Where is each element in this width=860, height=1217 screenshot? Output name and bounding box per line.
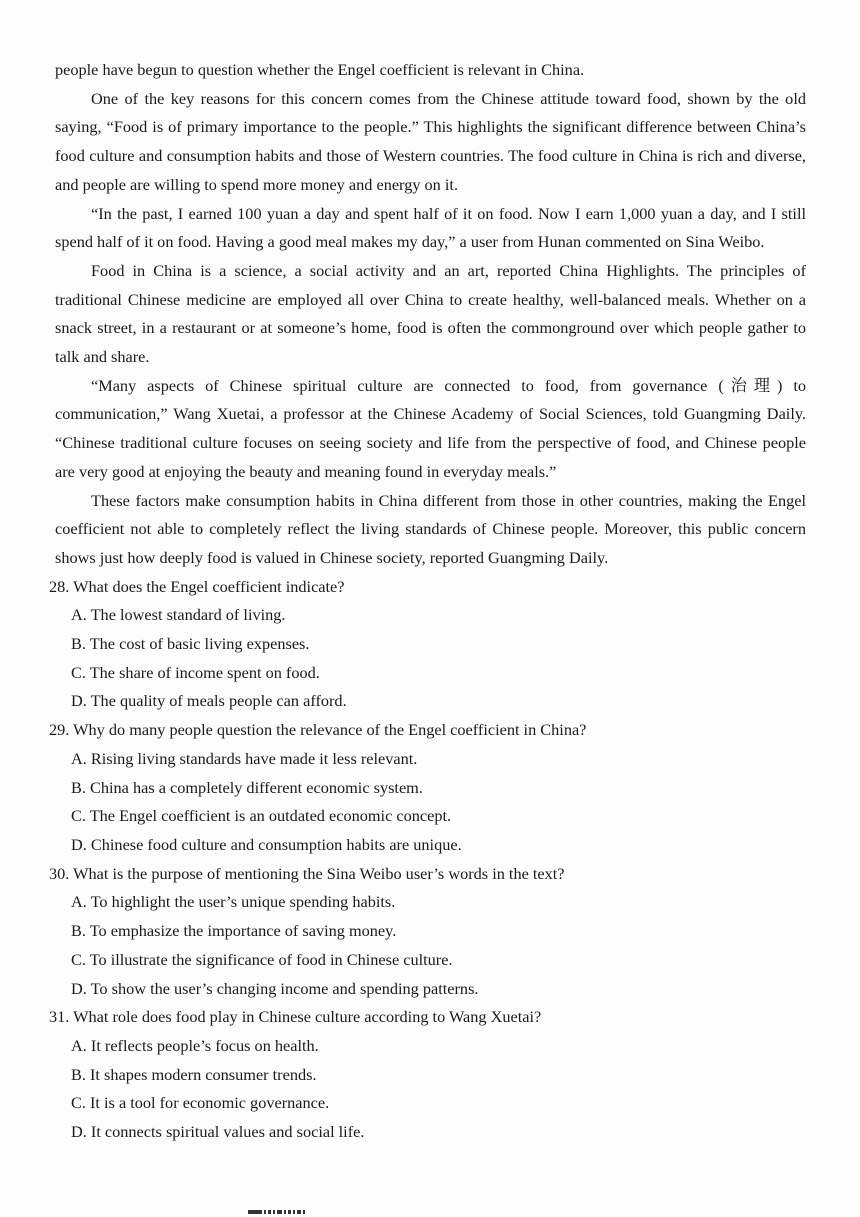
- answer-options: [55, 601, 806, 716]
- passage-paragraph: One of the key reasons for this concern comes from the Chinese attitude toward food, shown by the old saying, “Food is of primary importance to the people.” This highlights the significant difference between China’s food culture and consumption habits and those of Western countries. The food culture in China is rich and diverse, and people are willing to spend more money and energy on it.: [55, 88, 806, 194]
- passage-paragraph: These factors make consumption habits in China different from those in other countries, making the Engel coefficient not able to completely reflect the living standards of Chinese people. Moreover, this public concern shows just how deeply food is valued in Chinese society, reported Guangming Daily.: [55, 490, 806, 567]
- answer-options: [55, 745, 806, 860]
- question-stem: 28. What does the Engel coefficient indicate?: [49, 576, 345, 596]
- answer-option: C. To illustrate the significance of food in Chinese culture.: [71, 949, 453, 969]
- answer-option: C. It is a tool for economic governance.: [71, 1093, 330, 1113]
- answer-option: D. To show the user’s changing income and spending patterns.: [71, 978, 479, 998]
- barcode-mark: [248, 1208, 326, 1214]
- passage-paragraph: people have begun to question whether the Engel coefficient is relevant in China.: [55, 60, 585, 79]
- question-29: [49, 716, 806, 860]
- question-31: [49, 1003, 806, 1147]
- passage-paragraph: “Many aspects of Chinese spiritual culture are connected to food, from governance (治理) to communication,” Wang Xuetai, a professor at the Chinese Academy of Social Sciences, told Guangming Daily. “Chinese traditional culture focuses on seeing society and life from the perspective of food, and Chinese people are very good at enjoying the beauty and meaning found in everyday meals.”: [55, 375, 806, 481]
- answer-option: A. Rising living standards have made it less relevant.: [71, 748, 418, 768]
- answer-option: B. It shapes modern consumer trends.: [71, 1064, 317, 1084]
- question-stem: 29. Why do many people question the relevance of the Engel coefficient in China?: [49, 720, 587, 740]
- question-28: [49, 573, 806, 717]
- answer-option: A. To highlight the user’s unique spending habits.: [71, 892, 396, 912]
- question-stem: 31. What role does food play in Chinese culture according to Wang Xuetai?: [49, 1007, 542, 1027]
- question-30: [49, 860, 806, 1004]
- answer-option: B. The cost of basic living expenses.: [71, 634, 310, 654]
- answer-options: [55, 1032, 806, 1147]
- question-stem: 30. What is the purpose of mentioning the Sina Weibo user’s words in the text?: [49, 863, 565, 883]
- answer-option: B. China has a completely different economic system.: [71, 777, 423, 797]
- answer-option: D. It connects spiritual values and social life.: [71, 1122, 365, 1142]
- answer-option: D. Chinese food culture and consumption habits are unique.: [71, 834, 462, 854]
- passage-paragraph: “In the past, I earned 100 yuan a day and spent half of it on food. Now I earn 1,000 yuan a day, and I still spend half of it on food. Having a good meal makes my day,” a user from Hunan commented on Sina Weibo.: [55, 203, 806, 252]
- passage-paragraph: Food in China is a science, a social activity and an art, reported China Highlights. The principles of traditional Chinese medicine are employed all over China to create healthy, well-balanced meals. Whether on a snack street, in a restaurant or at someone’s home, food is often the commonground over which people gather to talk and share.: [55, 260, 806, 367]
- answer-option: A. It reflects people’s focus on health.: [71, 1035, 319, 1055]
- answer-options: [55, 888, 806, 1003]
- answer-option: C. The Engel coefficient is an outdated economic concept.: [71, 806, 452, 826]
- reading-passage: [55, 56, 806, 573]
- answer-option: D. The quality of meals people can afford.: [71, 691, 347, 711]
- answer-option: C. The share of income spent on food.: [71, 662, 320, 682]
- answer-option: A. The lowest standard of living.: [71, 605, 286, 625]
- answer-option: B. To emphasize the importance of saving money.: [71, 921, 397, 941]
- page-content: [49, 56, 806, 1147]
